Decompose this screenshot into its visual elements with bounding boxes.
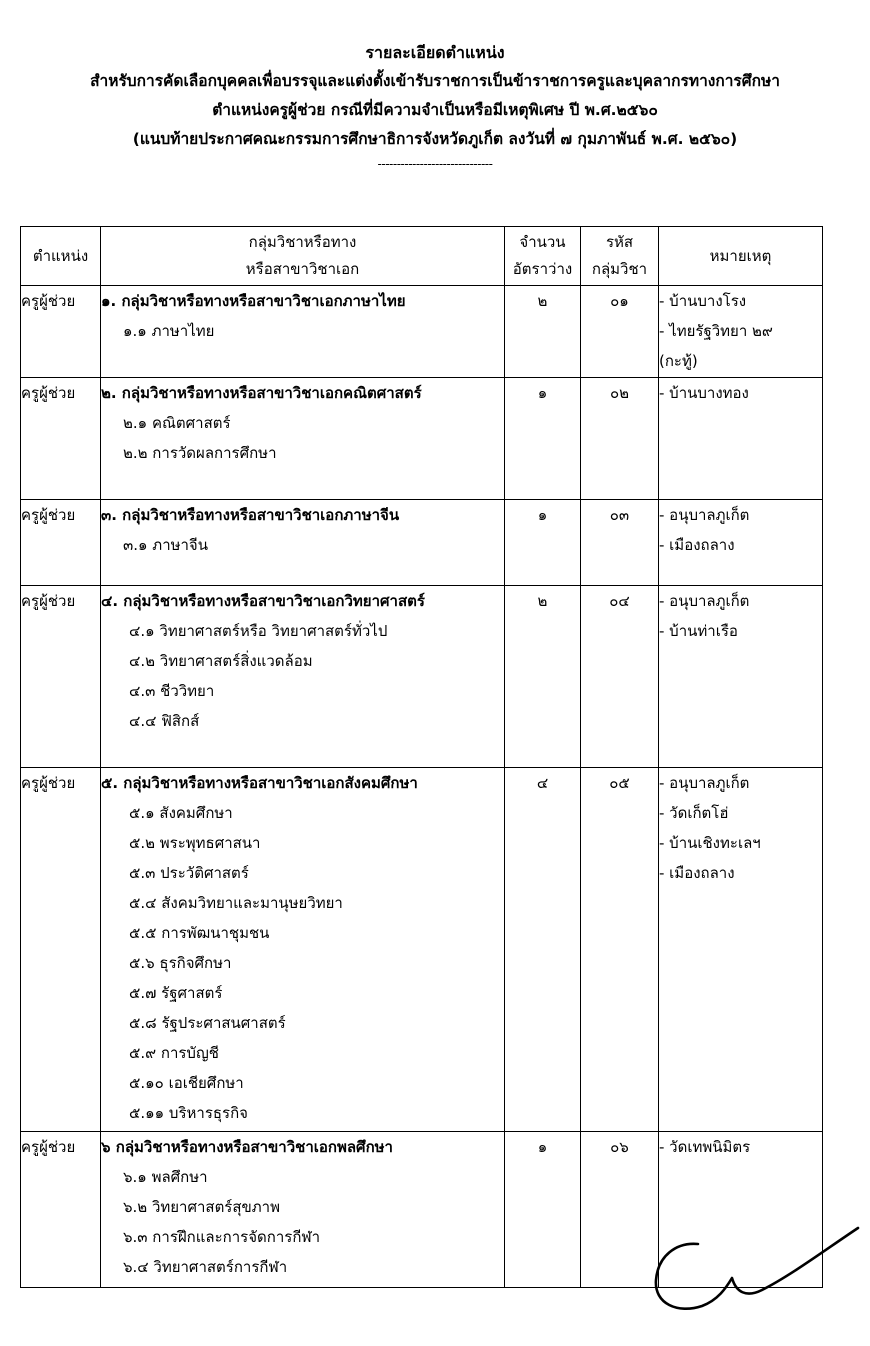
school-note: - บ้านบางโรง bbox=[659, 292, 747, 310]
subject-item: ๕.๖ ธุรกิจศึกษา bbox=[129, 954, 232, 972]
header-count-line1: จำนวน bbox=[519, 233, 566, 251]
vacancy-count-cell: ๑ bbox=[505, 500, 581, 586]
subject-item: ๔.๔ ฟิสิกส์ bbox=[129, 712, 200, 730]
subject-item: ๕.๔ สังคมวิทยาและมานุษยวิทยา bbox=[129, 894, 343, 912]
subject-code-cell: ๐๔ bbox=[581, 586, 659, 768]
subject-item: ๕.๑๐ เอเชียศึกษา bbox=[129, 1074, 244, 1092]
subject-group-title: ๔. กลุ่มวิชาหรือทางหรือสาขาวิชาเอกวิทยาศาสตร์ bbox=[101, 592, 425, 610]
school-note: - อนุบาลภูเก็ต bbox=[659, 506, 750, 524]
announcement-reference: (แนบท้ายประกาศคณะกรรมการศึกษาธิการจังหวัดภูเก็ต ลงวันที่ ๗ กุมภาพันธ์ พ.ศ. ๒๕๖๐) bbox=[132, 130, 738, 148]
subject-item: ๕.๙ การบัญชี bbox=[129, 1044, 219, 1062]
document-subtitle: สำหรับการคัดเลือกบุคคลเพื่อบรรจุและแต่งตั้งเข้ารับราชการเป็นข้าราชการครูและบุคลากรทางการศึกษา bbox=[90, 72, 780, 90]
school-note: - อนุบาลภูเก็ต bbox=[659, 774, 750, 792]
school-note: - เมืองถลาง bbox=[659, 864, 735, 882]
header-note bbox=[659, 227, 823, 286]
subject-group-title: ๕. กลุ่มวิชาหรือทางหรือสาขาวิชาเอกสังคมศึกษา bbox=[101, 774, 418, 792]
position-cell: ครูผู้ช่วย bbox=[21, 500, 101, 586]
subject-code-cell: ๐๓ bbox=[581, 500, 659, 586]
subject-item: ๕.๑ สังคมศึกษา bbox=[129, 804, 233, 822]
subject-group-cell bbox=[101, 768, 505, 1132]
subject-group-title: ๓. กลุ่มวิชาหรือทางหรือสาขาวิชาเอกภาษาจีน bbox=[101, 506, 400, 524]
subject-code-cell: ๐๖ bbox=[581, 1132, 659, 1288]
school-note: - วัดเทพนิมิตร bbox=[659, 1138, 751, 1156]
subject-item: ๔.๓ ชีววิทยา bbox=[129, 682, 215, 700]
subject-code-cell: ๐๕ bbox=[581, 768, 659, 1132]
vacancy-count-cell: ๔ bbox=[505, 768, 581, 1132]
school-note: (กะทู้) bbox=[659, 352, 698, 370]
subject-item: ๖.๒ วิทยาศาสตร์สุขภาพ bbox=[123, 1198, 280, 1216]
subject-item: ๕.๒ พระพุทธศาสนา bbox=[129, 834, 261, 852]
position-cell: ครูผู้ช่วย bbox=[21, 586, 101, 768]
subject-item: ๕.๘ รัฐประศาสนศาสตร์ bbox=[129, 1014, 286, 1032]
subject-item: ๖.๔ วิทยาศาสตร์การกีฬา bbox=[123, 1258, 288, 1276]
subject-group-title: ๒. กลุ่มวิชาหรือทางหรือสาขาวิชาเอกคณิตศาสตร์ bbox=[101, 384, 422, 402]
subject-item: ๕.๕ การพัฒนาชุมชน bbox=[129, 924, 270, 942]
vacancy-count-cell: ๒ bbox=[505, 586, 581, 768]
subject-group-cell bbox=[101, 286, 505, 378]
subject-item: ๓.๑ ภาษาจีน bbox=[123, 536, 208, 554]
vacancy-count-cell: ๒ bbox=[505, 286, 581, 378]
header-rule: ------------------------------ bbox=[377, 157, 493, 171]
document-title: รายละเอียดตำแหน่ง bbox=[365, 43, 505, 62]
remarks-cell bbox=[659, 500, 823, 586]
table-row bbox=[21, 378, 823, 500]
header-note-label: หมายเหตุ bbox=[709, 246, 772, 265]
header-count-line2: อัตราว่าง bbox=[512, 260, 573, 278]
subject-code-cell: ๐๒ bbox=[581, 378, 659, 500]
subject-group-cell bbox=[101, 586, 505, 768]
subject-code-cell: ๐๑ bbox=[581, 286, 659, 378]
school-note: - บ้านบางทอง bbox=[659, 384, 749, 402]
subject-group-title: ๖ กลุ่มวิชาหรือทางหรือสาขาวิชาเอกพลศึกษา bbox=[101, 1138, 393, 1156]
subject-group-title: ๑. กลุ่มวิชาหรือทางหรือสาขาวิชาเอกภาษาไทย bbox=[101, 292, 406, 310]
position-line: ตำแหน่งครูผู้ช่วย กรณีที่มีความจำเป็นหรือมีเหตุพิเศษ ปี พ.ศ.๒๕๖๐ bbox=[212, 101, 658, 119]
header-group-line1: กลุ่มวิชาหรือทาง bbox=[248, 233, 357, 251]
table-row bbox=[21, 586, 823, 768]
header-group-line2: หรือสาขาวิชาเอก bbox=[245, 260, 360, 278]
school-note: - อนุบาลภูเก็ต bbox=[659, 592, 750, 610]
remarks-cell bbox=[659, 768, 823, 1132]
header-code bbox=[581, 227, 659, 286]
remarks-cell bbox=[659, 586, 823, 768]
subject-item: ๒.๒ การวัดผลการศึกษา bbox=[123, 444, 277, 462]
position-cell: ครูผู้ช่วย bbox=[21, 286, 101, 378]
subject-item: ๖.๑ พลศึกษา bbox=[123, 1168, 208, 1186]
school-note: - บ้านเชิงทะเลฯ bbox=[659, 834, 761, 852]
position-cell: ครูผู้ช่วย bbox=[21, 1132, 101, 1288]
subject-item: ๔.๒ วิทยาศาสตร์สิ่งแวดล้อม bbox=[129, 652, 313, 670]
table-header-row bbox=[21, 227, 823, 286]
header-code-line2: กลุ่มวิชา bbox=[591, 260, 648, 278]
school-note: - ไทยรัฐวิทยา ๒๙ bbox=[659, 322, 773, 340]
header-position-label: ตำแหน่ง bbox=[32, 246, 89, 265]
header-group bbox=[101, 227, 505, 286]
subject-item: ๕.๑๑ บริหารธุรกิจ bbox=[129, 1104, 248, 1122]
remarks-cell bbox=[659, 378, 823, 500]
document-header bbox=[0, 38, 870, 174]
subject-item: ๖.๓ การฝึกและการจัดการกีฬา bbox=[123, 1228, 321, 1246]
subject-group-cell bbox=[101, 1132, 505, 1288]
school-note: - วัดเก็ตโฮ่ bbox=[659, 804, 729, 822]
table-row bbox=[21, 286, 823, 378]
subject-group-cell bbox=[101, 500, 505, 586]
subject-item: ๒.๑ คณิตศาสตร์ bbox=[123, 414, 231, 432]
table-body bbox=[21, 286, 823, 1288]
position-cell: ครูผู้ช่วย bbox=[21, 378, 101, 500]
handwritten-signature bbox=[640, 1222, 862, 1317]
school-note: - เมืองถลาง bbox=[659, 536, 735, 554]
school-note: - บ้านท่าเรือ bbox=[659, 622, 738, 640]
vacancy-count-cell: ๑ bbox=[505, 1132, 581, 1288]
positions-table bbox=[20, 226, 823, 1288]
subject-item: ๕.๓ ประวัติศาสตร์ bbox=[129, 864, 249, 882]
position-cell: ครูผู้ช่วย bbox=[21, 768, 101, 1132]
table-row bbox=[21, 500, 823, 586]
subject-group-cell bbox=[101, 378, 505, 500]
header-position bbox=[21, 227, 101, 286]
table-row bbox=[21, 768, 823, 1132]
subject-item: ๕.๗ รัฐศาสตร์ bbox=[129, 984, 223, 1002]
header-count bbox=[505, 227, 581, 286]
vacancy-count-cell: ๑ bbox=[505, 378, 581, 500]
header-code-line1: รหัส bbox=[605, 233, 634, 251]
subject-item: ๔.๑ วิทยาศาสตร์หรือ วิทยาศาสตร์ทั่วไป bbox=[129, 622, 388, 640]
remarks-cell bbox=[659, 286, 823, 378]
subject-item: ๑.๑ ภาษาไทย bbox=[123, 322, 215, 340]
